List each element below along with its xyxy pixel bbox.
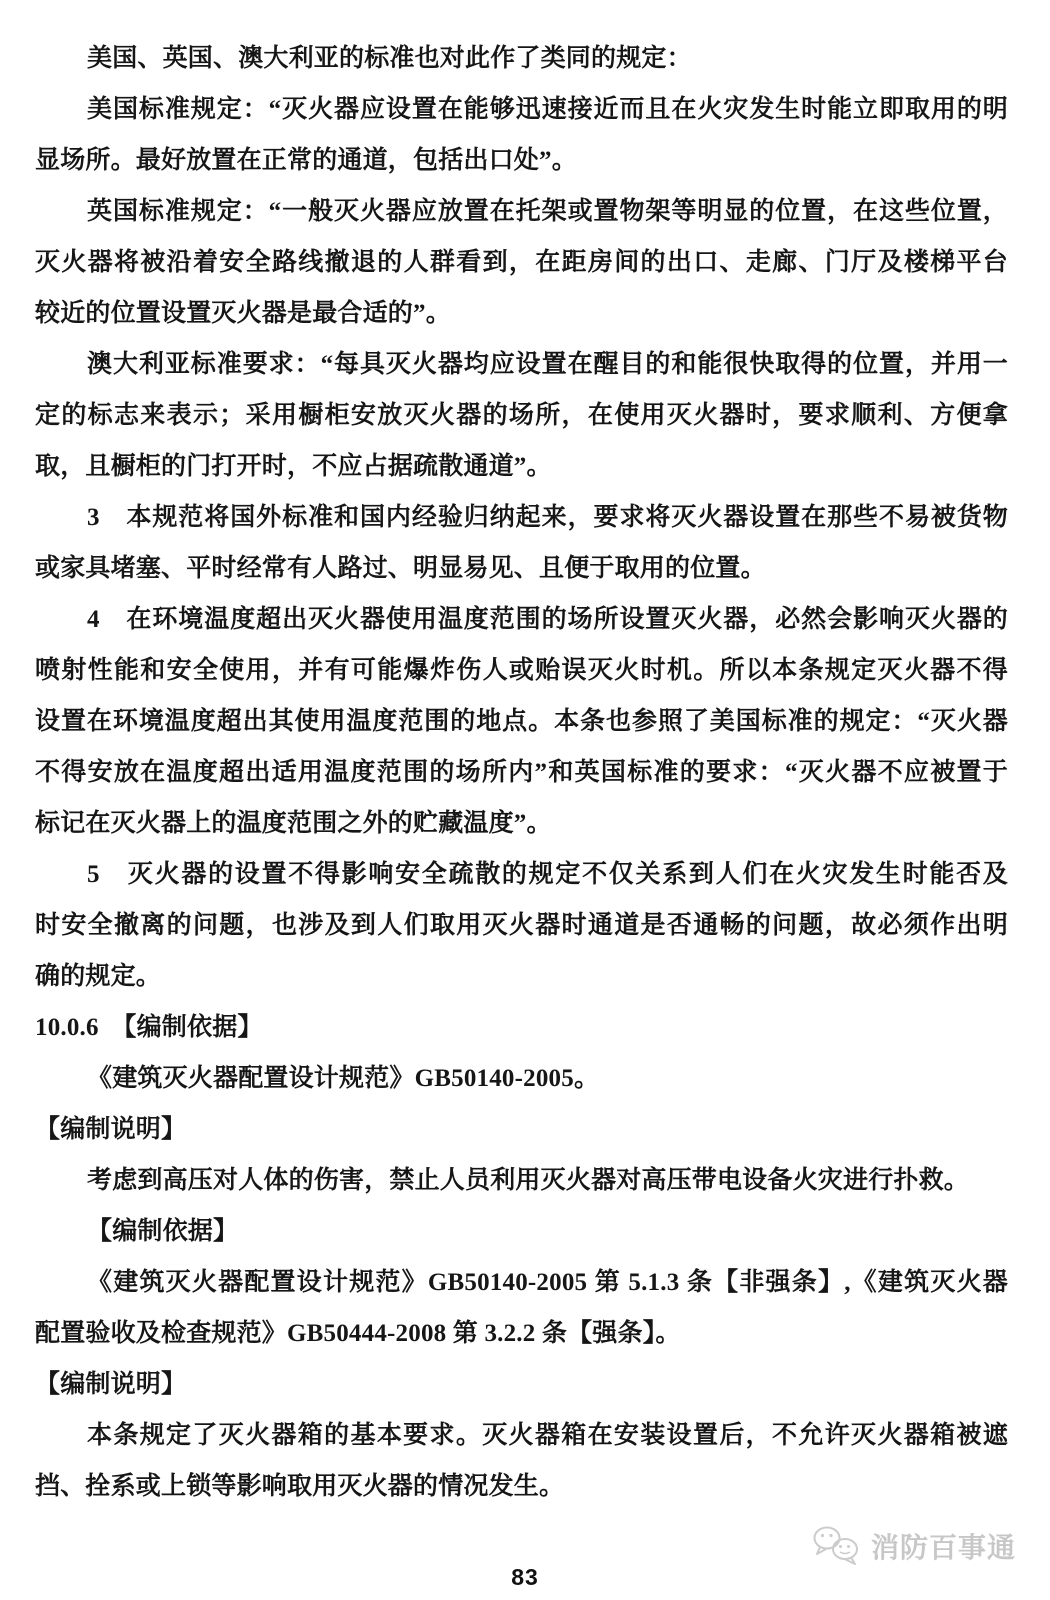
uk-standard-paragraph [35, 186, 1008, 339]
text-line: 4 在环境温度超出灭火器使用温度范围的场所设置灭火器，必然会影响灭火器的 [87, 606, 1008, 633]
text-line: 《建筑灭火器配置设计规范》GB50140-2005 第 5.1.3 条【非强条】,《建筑灭火器 [87, 1269, 1008, 1296]
item-3-paragraph [35, 492, 1008, 594]
text-line: 考虑到高压对人体的伤害，禁止人员利用灭火器对高压带电设备火灾进行扑救。 [87, 1167, 970, 1194]
text-line: 【编制依据】 [87, 1218, 239, 1245]
text-line: 时安全撤离的问题，也涉及到人们取用灭火器时通道是否通畅的问题，故必须作出明 [35, 912, 1008, 939]
text-line: 5 灭火器的设置不得影响安全疏散的规定不仅关系到人们在火灾发生时能否及 [87, 861, 1008, 888]
text-line: 配置验收及检查规范》GB50444-2008 第 3.2.2 条【强条】。 [35, 1320, 681, 1347]
text-line: 《建筑灭火器配置设计规范》GB50140-2005。 [87, 1065, 600, 1092]
basis-heading-2 [35, 1206, 1008, 1257]
item-5-paragraph [35, 849, 1008, 1002]
text-line: 【编制说明】 [35, 1371, 187, 1398]
text-line: 设置在环境温度超出其使用温度范围的地点。本条也参照了美国标准的规定：“灭火器 [35, 708, 1008, 735]
text-line: 澳大利亚标准要求：“每具灭火器均应设置在醒目的和能很快取得的位置，并用一 [87, 351, 1008, 378]
text-line: 显场所。最好放置在正常的通道，包括出口处”。 [35, 147, 577, 174]
section-10-0-6-heading [35, 1002, 1008, 1053]
watermark [812, 1522, 1016, 1570]
text-line: 喷射性能和安全使用，并有可能爆炸伤人或贻误灭火时机。所以本条规定灭火器不得 [35, 657, 1008, 684]
text-line: 取，且橱柜的门打开时，不应占据疏散通道”。 [35, 453, 552, 480]
page-number: 83 [511, 1564, 539, 1590]
text-line: 3 本规范将国外标准和国内经验归纳起来，要求将灭火器设置在那些不易被货物 [87, 504, 1008, 531]
text-line: 挡、拴系或上锁等影响取用灭火器的情况发生。 [35, 1473, 565, 1500]
text-line: 确的规定。 [35, 963, 162, 990]
explanation-heading-2 [35, 1359, 1008, 1410]
basis-reference-1 [35, 1053, 1008, 1104]
item-4-paragraph [35, 594, 1008, 849]
text-line: 标记在灭火器上的温度范围之外的贮藏温度”。 [35, 810, 552, 837]
text-line: 本条规定了灭火器箱的基本要求。灭火器箱在安装设置后，不允许灭火器箱被遮 [87, 1422, 1008, 1449]
watermark-text: 消防百事通 [870, 1532, 1016, 1563]
explanation-heading-1 [35, 1104, 1008, 1155]
text-line: 美国标准规定：“灭火器应设置在能够迅速接近而且在火灾发生时能立即取用的明 [87, 96, 1008, 123]
explanation-paragraph-1 [35, 1155, 1008, 1206]
text-line: 不得安放在温度超出适用温度范围的场所内”和英国标准的要求：“灭火器不应被置于 [35, 759, 1008, 786]
text-line: 10.0.6 【编制依据】 [35, 1014, 263, 1041]
chat-bubbles-logo-icon [812, 1525, 864, 1567]
text-line: 【编制说明】 [35, 1116, 187, 1143]
us-standard-paragraph [35, 84, 1008, 186]
text-line: 定的标志来表示；采用橱柜安放灭火器的场所，在使用灭火器时，要求顺利、方便拿 [35, 402, 1008, 429]
basis-reference-2 [35, 1257, 1008, 1359]
text-line: 或家具堵塞、平时经常有人路过、明显易见、且便于取用的位置。 [35, 555, 766, 582]
text-line: 灭火器将被沿着安全路线撤退的人群看到，在距房间的出口、走廊、门厅及楼梯平台 [35, 249, 1008, 276]
intro-paragraph [35, 33, 1008, 84]
explanation-paragraph-2 [35, 1410, 1008, 1512]
document-body [35, 33, 1008, 1512]
text-line: 美国、英国、澳大利亚的标准也对此作了类同的规定： [87, 45, 692, 72]
australia-standard-paragraph [35, 339, 1008, 492]
text-line: 较近的位置设置灭火器是最合适的”。 [35, 300, 451, 327]
text-line: 英国标准规定：“一般灭火器应放置在托架或置物架等明显的位置，在这些位置， [87, 198, 1008, 225]
